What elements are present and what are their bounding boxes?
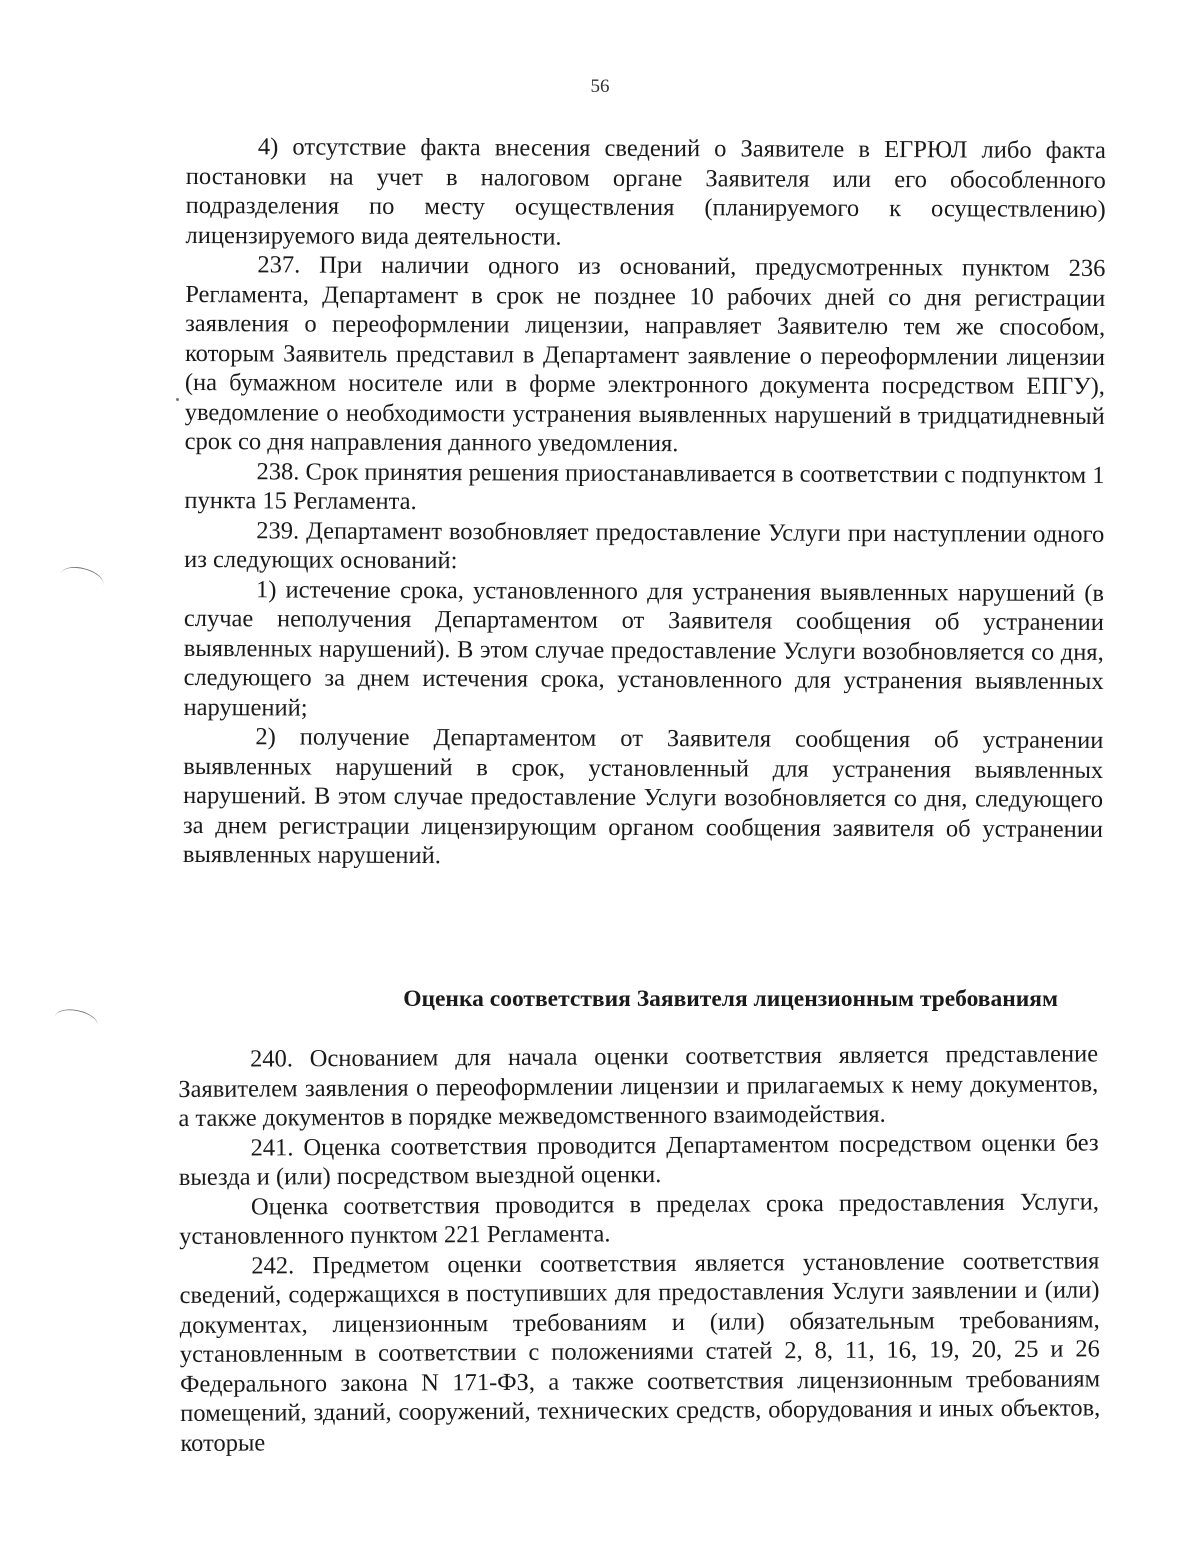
- paragraph-237: 237. При наличии одного из оснований, предусмотренных пунктом 236 Регламента, Департамент в срок не позднее 10 рабочих дней со дня регистрации заявления о переоформлении лицензии, направляет Заявителю тем же способом, которым Заявитель представил в Департамент заявление о переоформлении лицензии (на бумажном носителе или в форме электронного документа посредством ЕПГУ), уведомление о необходимости устранения выявленных нарушений в тридцатидневный срок со дня направления данного уведомления.: [184, 251, 1106, 458]
- paragraph-240: 240. Основанием для начала оценки соответствия является представление Заявителем заявления о переоформлении лицензии и прилагаемых к нему документов, а также документов в порядке межведомственного взаимодействия.: [178, 1040, 1099, 1132]
- paragraph-239-item-1: 1) истечение срока, установленного для устранения выявленных нарушений (в случае неполучения Департаментом от Заявителя сообщения об устранении выявленных нарушений). В этом случае предоставление Услуги возобновляется со дня, следующего за днем истечения срока, установленного для устранения выявленных нарушений;: [183, 575, 1105, 722]
- paragraph-242: 242. Предметом оценки соответствия является установление соответствия сведений, содержащихся в поступивших для предоставления Услуги заявлении и (или) документах, лицензионным требованиям и (или) обязательным требованиям, установленным в соответствии с положениями статей 2, 8, 11, 16, 19, 20, 25 и 26 Федерального закона N 171-ФЗ, а также соответствия лицензионным требованиям помещений, зданий, сооружений, технических средств, оборудования и иных объектов, которые: [179, 1246, 1101, 1457]
- paragraph-238: 238. Срок принятия решения приостанавливается в соответствии с подпунктом 1 пункта 15 Регламента.: [184, 457, 1105, 516]
- page-number: 56: [590, 76, 610, 97]
- paragraph-239: 239. Департамент возобновляет предоставление Услуги при наступлении одного из следующих оснований:: [184, 516, 1105, 575]
- paragraph-241: 241. Оценка соответствия проводится Департаментом посредством оценки без выезда и (или) посредством выездной оценки.: [178, 1128, 1099, 1191]
- scan-artifact-mark: [58, 563, 106, 597]
- scan-artifact-mark: [52, 1006, 100, 1038]
- paragraph-239-item-2: 2) получение Департаментом от Заявителя сообщения об устранении выявленных нарушений в срок, установленный для устранения выявленных нарушений. В этом случае предоставление Услуги возобновляется со дня, следующего за днем регистрации лицензирующим органом сообщения заявителя об устранении выявленных нарушений.: [182, 723, 1104, 870]
- scan-artifact-dot: [176, 398, 179, 401]
- paragraph-item-4: 4) отсутствие факта внесения сведений о Заявителе в ЕГРЮЛ либо факта постановки на учет в налоговом органе Заявителя или его обособленного подразделения по месту осуществления (планируемого к осуществлению) лицензируемого вида деятельности.: [185, 133, 1106, 251]
- paragraph-241-continuation: Оценка соответствия проводится в пределах срока предоставления Услуги, установленного пунктом 221 Регламента.: [179, 1187, 1100, 1250]
- section-heading: Оценка соответствия Заявителя лицензионным требованиям: [403, 986, 1058, 1012]
- text-block-top: [183, 132, 1106, 874]
- text-block-bottom: [178, 1039, 1101, 1458]
